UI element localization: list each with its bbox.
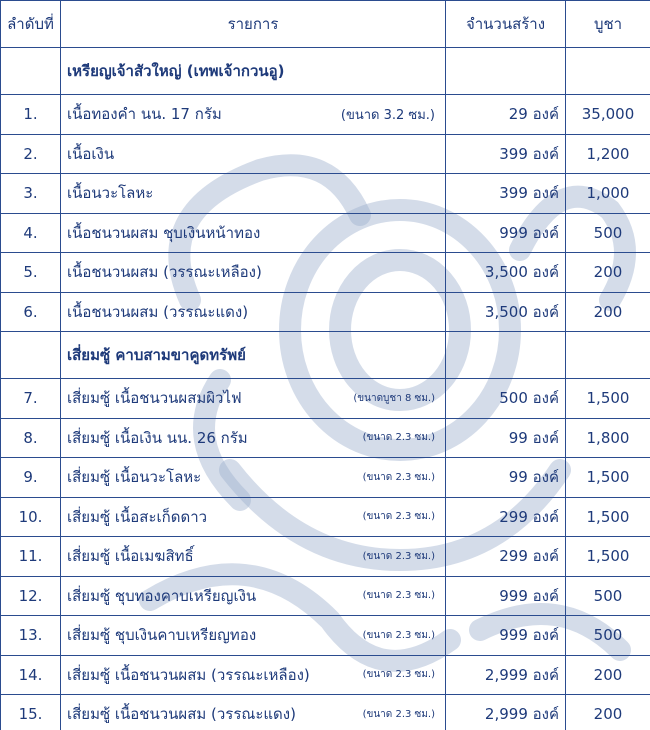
item-name: เสี่ยมซู้ เนื้อชนวนผสม (วรรณะแดง) — [67, 705, 296, 724]
item-cell — [61, 458, 446, 498]
row-number: 3. — [1, 174, 61, 214]
section-price-cell — [566, 48, 650, 95]
item-name: เสี่ยมซู้ เนื้อเงิน นน. 26 กรัม — [67, 428, 248, 447]
item-price: 1,500 — [566, 497, 650, 537]
table-row — [1, 695, 650, 730]
section-header-row — [1, 48, 650, 95]
section-title: เหรียญเจ้าสัวใหญ่ (เทพเจ้ากวนอู) — [61, 48, 446, 95]
item-size: (ขนาด 2.3 ซม.) — [362, 590, 435, 602]
row-number: 8. — [1, 418, 61, 458]
item-cell — [61, 134, 446, 174]
item-cell — [61, 537, 446, 577]
item-quantity: 500 องค์ — [446, 379, 566, 419]
item-quantity: 299 องค์ — [446, 537, 566, 577]
item-size: (ขนาด 2.3 ซม.) — [362, 432, 435, 444]
row-number: 1. — [1, 95, 61, 135]
item-name-wrap — [67, 702, 439, 726]
row-number: 14. — [1, 655, 61, 695]
header-item: รายการ — [61, 1, 446, 48]
item-name: เสี่ยมซู้ เนื้อชนวนผสมผิวไฟ — [67, 389, 242, 408]
item-price: 200 — [566, 253, 650, 293]
item-name: เนื้อทองคำ นน. 17 กรัม — [67, 105, 222, 124]
row-number: 9. — [1, 458, 61, 498]
section-header-row — [1, 332, 650, 379]
item-size: (ขนาด 2.3 ซม.) — [362, 708, 435, 720]
item-size: (ขนาดบูชา 8 ซม.) — [353, 392, 435, 404]
table-row — [1, 537, 650, 577]
row-number: 15. — [1, 695, 61, 730]
table-row — [1, 292, 650, 332]
section-title: เสี่ยมซู้ คาบสามขาคูดทรัพย์ — [61, 332, 446, 379]
item-quantity: 3,500 องค์ — [446, 253, 566, 293]
item-price: 35,000 — [566, 95, 650, 135]
item-quantity: 299 องค์ — [446, 497, 566, 537]
item-quantity: 29 องค์ — [446, 95, 566, 135]
header-price: บูชา — [566, 1, 650, 48]
item-name: เสี่ยมซู้ ชุบทองคาบเหรียญเงิน — [67, 586, 257, 605]
item-quantity: 399 องค์ — [446, 134, 566, 174]
item-name-wrap — [67, 221, 439, 245]
table-row — [1, 655, 650, 695]
item-name: เนื้อนวะโลหะ — [67, 184, 154, 203]
item-price: 200 — [566, 292, 650, 332]
table-row — [1, 174, 650, 214]
section-no-cell — [1, 48, 61, 95]
row-number: 11. — [1, 537, 61, 577]
item-name: เนื้อเงิน — [67, 144, 115, 163]
item-size: (ขนาด 3.2 ซม.) — [340, 107, 435, 123]
table-row — [1, 379, 650, 419]
item-name: เสี่ยมซู้ เนื้อเมฆสิทธิ์ — [67, 547, 194, 566]
item-name-wrap — [67, 623, 439, 647]
table-row — [1, 616, 650, 656]
table-row — [1, 134, 650, 174]
item-name-wrap — [67, 465, 439, 489]
table-row — [1, 458, 650, 498]
row-number: 4. — [1, 213, 61, 253]
item-quantity: 2,999 องค์ — [446, 655, 566, 695]
item-price: 200 — [566, 655, 650, 695]
item-name-wrap — [67, 426, 439, 450]
item-price: 500 — [566, 576, 650, 616]
item-size: (ขนาด 2.3 ซม.) — [362, 629, 435, 641]
row-number: 10. — [1, 497, 61, 537]
item-quantity: 99 องค์ — [446, 418, 566, 458]
item-quantity: 2,999 องค์ — [446, 695, 566, 730]
item-cell — [61, 576, 446, 616]
table-row — [1, 253, 650, 293]
item-name-wrap — [67, 505, 439, 529]
table-row — [1, 418, 650, 458]
item-cell — [61, 418, 446, 458]
item-name-wrap — [67, 584, 439, 608]
header-qty: จำนวนสร้าง — [446, 1, 566, 48]
row-number: 6. — [1, 292, 61, 332]
table-row — [1, 576, 650, 616]
item-size: (ขนาด 2.3 ซม.) — [362, 669, 435, 681]
item-quantity: 99 องค์ — [446, 458, 566, 498]
section-qty-cell — [446, 332, 566, 379]
table-row — [1, 213, 650, 253]
item-price: 1,500 — [566, 379, 650, 419]
item-name: เสี่ยมซู้ เนื้อนวะโลหะ — [67, 468, 202, 487]
item-quantity: 999 องค์ — [446, 213, 566, 253]
item-quantity: 999 องค์ — [446, 616, 566, 656]
item-name-wrap — [67, 260, 439, 284]
item-price: 1,500 — [566, 458, 650, 498]
item-quantity: 399 องค์ — [446, 174, 566, 214]
row-number: 13. — [1, 616, 61, 656]
item-name: เสี่ยมซู้ ชุบเงินคาบเหรียญทอง — [67, 626, 257, 645]
item-size: (ขนาด 2.3 ซม.) — [362, 550, 435, 562]
item-cell — [61, 253, 446, 293]
item-price: 1,200 — [566, 134, 650, 174]
table-row — [1, 95, 650, 135]
item-name: เนื้อชนวนผสม (วรรณะแดง) — [67, 302, 249, 321]
item-name-wrap — [67, 386, 439, 410]
item-name-wrap — [67, 142, 439, 166]
item-cell — [61, 379, 446, 419]
item-price: 200 — [566, 695, 650, 730]
item-name: เสี่ยมซู้ เนื้อชนวนผสม (วรรณะเหลือง) — [67, 665, 310, 684]
item-size: (ขนาด 2.3 ซม.) — [362, 511, 435, 523]
item-cell — [61, 497, 446, 537]
row-number: 7. — [1, 379, 61, 419]
item-name: เสี่ยมซู้ เนื้อสะเก็ดดาว — [67, 507, 208, 526]
row-number: 5. — [1, 253, 61, 293]
item-name: เนื้อชนวนผสม (วรรณะเหลือง) — [67, 263, 262, 282]
row-number: 12. — [1, 576, 61, 616]
table-header-row — [1, 1, 650, 48]
item-cell — [61, 95, 446, 135]
item-price: 1,000 — [566, 174, 650, 214]
table-body — [1, 48, 650, 730]
item-name-wrap — [67, 544, 439, 568]
item-name-wrap — [67, 181, 439, 205]
item-cell — [61, 616, 446, 656]
row-number: 2. — [1, 134, 61, 174]
item-quantity: 999 องค์ — [446, 576, 566, 616]
item-cell — [61, 655, 446, 695]
table-row — [1, 497, 650, 537]
item-price: 1,800 — [566, 418, 650, 458]
item-price: 500 — [566, 616, 650, 656]
item-quantity: 3,500 องค์ — [446, 292, 566, 332]
section-price-cell — [566, 332, 650, 379]
item-cell — [61, 213, 446, 253]
item-size: (ขนาด 2.3 ซม.) — [362, 471, 435, 483]
item-name: เนื้อชนวนผสม ชุบเงินหน้าทอง — [67, 223, 261, 242]
item-cell — [61, 174, 446, 214]
item-cell — [61, 695, 446, 730]
item-price: 500 — [566, 213, 650, 253]
item-price: 1,500 — [566, 537, 650, 577]
item-cell — [61, 292, 446, 332]
item-name-wrap — [67, 300, 439, 324]
header-no: ลำดับที่ — [1, 1, 61, 48]
item-name-wrap — [67, 663, 439, 687]
item-name-wrap — [67, 102, 439, 126]
section-qty-cell — [446, 48, 566, 95]
section-no-cell — [1, 332, 61, 379]
